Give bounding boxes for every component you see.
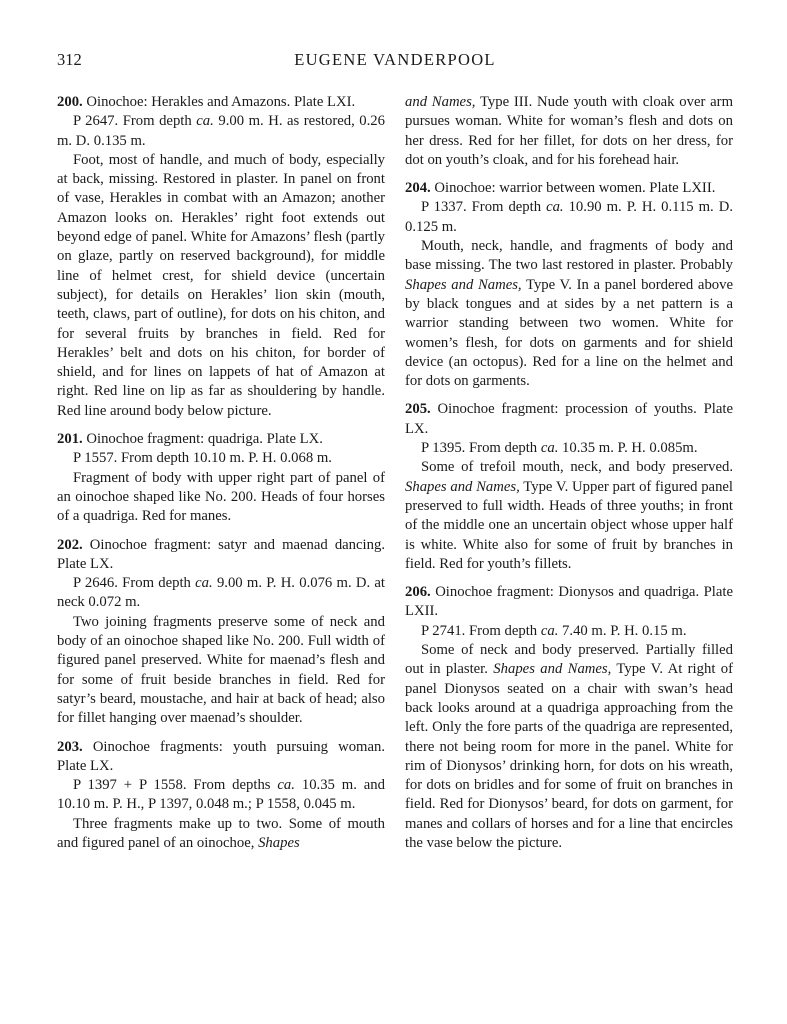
entry-201-catalog-line: P 1557. From depth 10.10 m. P. H. 0.068 m.: [73, 450, 332, 467]
entry-205-entry-heading: 205. Oinochoe fragment: procession of youths. Plate LX.: [405, 401, 733, 437]
bold-text: 200.: [57, 94, 83, 110]
entry-200-catalog-line: P 2647. From depth ca. 9.00 m. H. as restored, 0.26 m. D. 0.135 m.: [57, 113, 385, 149]
italic-text: ca.: [540, 622, 559, 639]
italic-text: Shapes: [258, 834, 300, 851]
bold-text: 204.: [405, 180, 431, 197]
running-head-author: EUGENE VANDERPOOL: [294, 50, 496, 69]
bold-text: 205.: [405, 401, 431, 418]
italic-text: ca.: [196, 113, 214, 130]
entry-204-catalog-line: P 1337. From depth ca. 10.90 m. P. H. 0.115 m. D. 0.125 m.: [405, 199, 733, 235]
entry-206-description: Some of neck and body preserved. Partially filled out in plaster. Shapes and Names, Type V. At right of panel Dionysos seated on a chair with swan’s head back looks around at a quadriga approaching from the left. Only the fore parts of the quadriga are represented, there not being room for more in the panel. White for rim of Dionysos’ drinking horn, for dots on his wreath, for dots on bridles and for some of fruit on branches in field. Red for Dionysos’ beard, for dots on garment, for manes and collars of horses and for a line that encircles the vase below the picture.: [405, 642, 733, 851]
entry-201-description: Fragment of body with upper right part of panel of an oinochoe shaped like No. 200. Heads of four horses of a quadriga. Red for manes.: [57, 469, 385, 525]
italic-text: Shapes and Names,: [493, 661, 612, 678]
bold-text: 201.: [57, 431, 83, 448]
entry-200-entry-heading: 200. Oinochoe: Herakles and Amazons. Plate LXI.: [57, 94, 356, 110]
italic-text: Shapes and Names,: [405, 276, 522, 293]
running-header: [57, 50, 733, 72]
bold-text: 206.: [405, 584, 431, 601]
entry-206-catalog-line: P 2741. From depth ca. 7.40 m. P. H. 0.15 m.: [421, 622, 687, 639]
bold-text: 203.: [57, 738, 83, 755]
italic-text: and Names,: [405, 94, 476, 110]
entry-203-entry-heading: 203. Oinochoe fragments: youth pursuing woman. Plate LX.: [57, 738, 385, 774]
entry-202-catalog-line: P 2646. From depth ca. 9.00 m. P. H. 0.076 m. D. at neck 0.072 m.: [57, 575, 385, 611]
entry-205-catalog-line: P 1395. From depth ca. 10.35 m. P. H. 0.085m.: [421, 440, 698, 457]
entry-204-description: Mouth, neck, handle, and fragments of body and base missing. The two last restored in plaster. Probably Shapes and Names, Type V. In a panel bordered above by black tongues and at sides by a net pattern is a warrior standing between two women. White for women’s flesh, for dots on garments and for shield device (an octopus). Red for a line on the helmet and for dots on garments.: [405, 238, 733, 390]
italic-text: ca.: [195, 575, 213, 592]
entry-200-description: Foot, most of handle, and much of body, especially at back, missing. Restored in plaster. In panel on front of vase, Herakles in combat with an Amazon; another Amazon looks on. Herakles’ right foot extends out beyond edge of panel. White for Amazons’ flesh (partly on glaze, partly on reserved background), for middle line of helmet crest, for shield device (uncertain subject), for details on Herakles’ lion skin (mouth, teeth, claws, part of outline), for dots on his chiton, and for several fruits by branches in field. Red for Herakles’ belt and dots on his chiton, for border of shield, and for lines on lappets of hat of Amazon at right. Red line on lip as far as shouldering by handle. Red line around body below picture.: [57, 151, 385, 419]
entry-205-description: Some of trefoil mouth, neck, and body preserved. Shapes and Names, Type V. Upper part of figured panel preserved to full width. Heads of three youths; in front of the middle one an uncertain object whose upper half is white. White also for some of fruit by branches in field. Red for youth’s fillets.: [405, 459, 734, 572]
bold-text: 202.: [57, 536, 83, 553]
entry-203-description: Three fragments make up to two. Some of mouth and figured panel of an oinochoe, Shapes: [57, 815, 385, 851]
entry-202-description: Two joining fragments preserve some of neck and body of an oinochoe shaped like No. 200. Full width of figured panel preserved. White for maenad’s flesh and for some of fruit beside branches in field. Red for satyr’s beard, moustache, and hair at back of head; also for fillet hanging over maenad’s shoulder.: [57, 613, 385, 727]
text-columns: [57, 93, 733, 853]
italic-text: Shapes and Names,: [405, 478, 520, 495]
right-column: [405, 93, 733, 853]
italic-text: ca.: [546, 199, 564, 216]
italic-text: ca.: [540, 440, 559, 457]
entry-204-entry-heading: 204. Oinochoe: warrior between women. Plate LXII.: [405, 180, 716, 197]
entry-202-entry-heading: 202. Oinochoe fragment: satyr and maenad dancing. Plate LX.: [57, 536, 385, 572]
page-number: 312: [57, 50, 82, 69]
left-column: [57, 93, 385, 853]
entry-203-continuation: and Names, Type III. Nude youth with cloak over arm pursues woman. White for woman’s flesh and dots on her dress. Red for her fillet, for dots on her dress, for dot on youth’s cloak, and for his forehead hair.: [405, 94, 733, 168]
entry-206-entry-heading: 206. Oinochoe fragment: Dionysos and quadriga. Plate LXII.: [405, 584, 733, 620]
entry-201-entry-heading: 201. Oinochoe fragment: quadriga. Plate LX.: [57, 431, 323, 448]
entry-203-catalog-line: P 1397 + P 1558. From depths ca. 10.35 m. and 10.10 m. P. H., P 1397, 0.048 m.; P 1558, 0.045 m.: [57, 777, 385, 813]
italic-text: ca.: [277, 777, 295, 794]
